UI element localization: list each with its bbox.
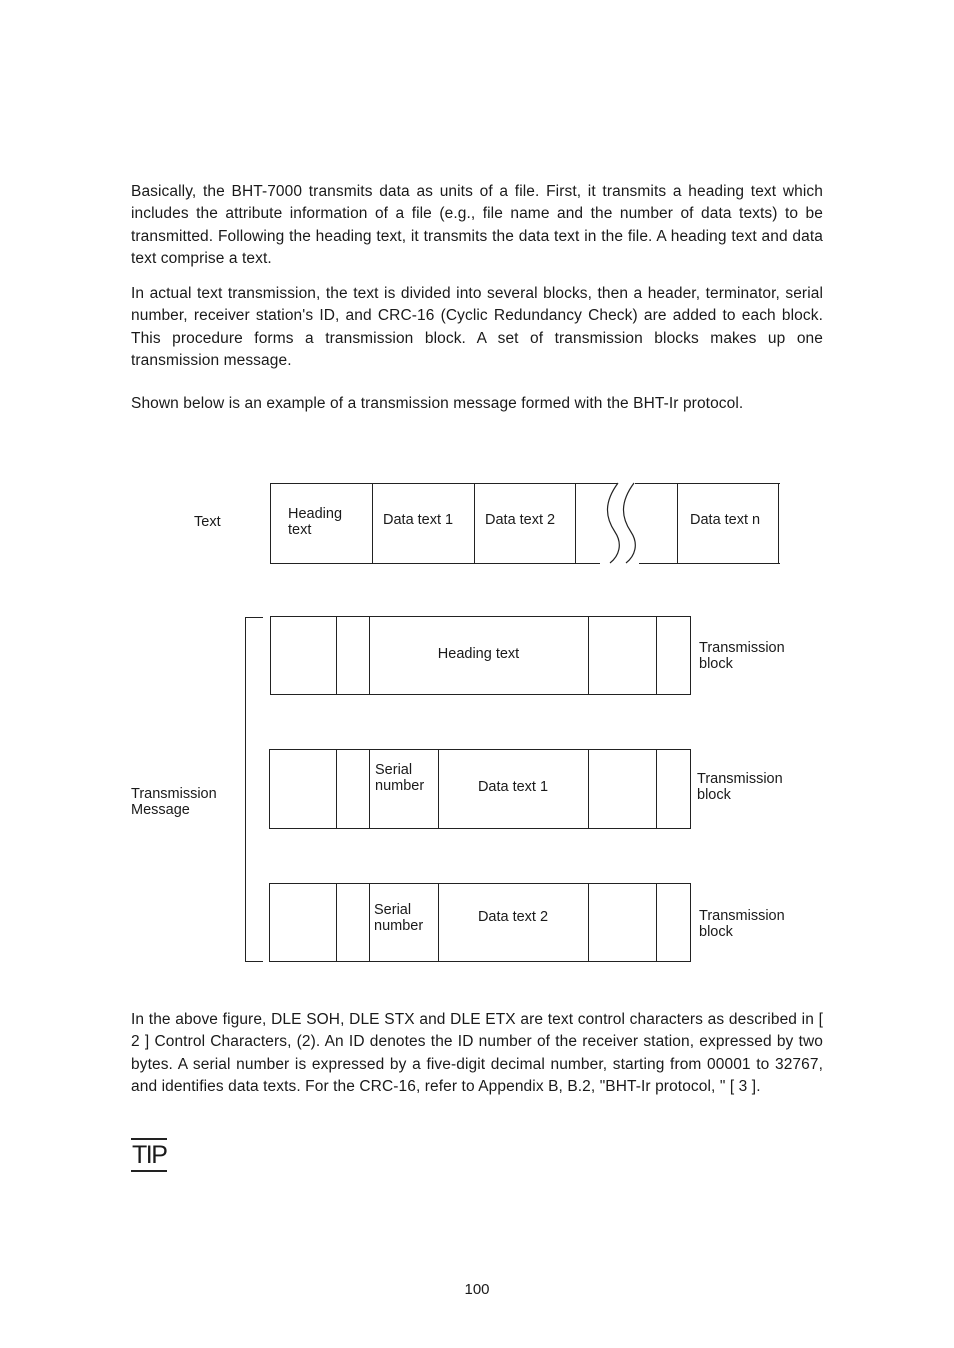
example-paragraph: Shown below is an example of a transmission message formed with the BHT-Ir protocol. — [131, 395, 744, 412]
block-3-data-text: Data text 2 — [477, 909, 549, 925]
block-2-label: Transmission block — [697, 771, 783, 803]
data-text-1-cell: Data text 1 — [383, 512, 454, 528]
block-3-label: Transmission block — [699, 908, 785, 940]
data-text-n-cell: Data text n — [690, 512, 761, 528]
explanation-paragraph: In the above figure, DLE SOH, DLE STX and DLE ETX are text control characters as described in [ 2 ] Control Characters, (2). An ID denotes the ID number of the receiver station, expressed by two bytes. A serial number is expressed by a five-digit decimal number, starting from 00001 to 32767, and identifies data texts. For the CRC-16, refer to Appendix B, B.2, "BHT-Ir protocol, " [ 3 ]. — [131, 1011, 823, 1095]
block-3-serial-number: Serial number — [374, 902, 424, 934]
transmission-message-label: Transmission Message — [131, 786, 217, 818]
block-paragraph: In actual text transmission, the text is divided into several blocks, then a header, terminator, serial number, receiver station's ID, and CRC-16 (Cyclic Redundancy Check) are added to each block. This procedure forms a transmission block. A set of transmission blocks makes up one transmission message. — [131, 285, 823, 369]
transmission-block-1 — [270, 616, 691, 695]
heading-text-cell: Heading text — [288, 506, 343, 538]
text-row-label: Text — [194, 514, 221, 530]
transmission-block-2 — [269, 749, 691, 829]
block-2-data-text: Data text 1 — [477, 779, 549, 795]
block-1-heading-text: Heading text — [437, 646, 520, 662]
block-1-label: Transmission block — [699, 640, 785, 672]
data-text-2-cell: Data text 2 — [485, 512, 556, 528]
page-number: 100 — [464, 1281, 490, 1298]
transmission-block-3 — [269, 883, 691, 962]
text-row — [270, 484, 779, 563]
break-mark — [601, 482, 651, 564]
intro-paragraph: Basically, the BHT-7000 transmits data as units of a file. First, it transmits a heading text which includes the attribute information of a file (e.g., file name and the number of data texts) to be transmitted. Following the heading text, it transmits the data text in the file. A heading text and data text comprise a text. — [131, 183, 823, 267]
block-2-serial-number: Serial number — [375, 762, 425, 794]
tip-heading: TIP — [131, 1138, 167, 1172]
message-bracket — [245, 617, 263, 962]
